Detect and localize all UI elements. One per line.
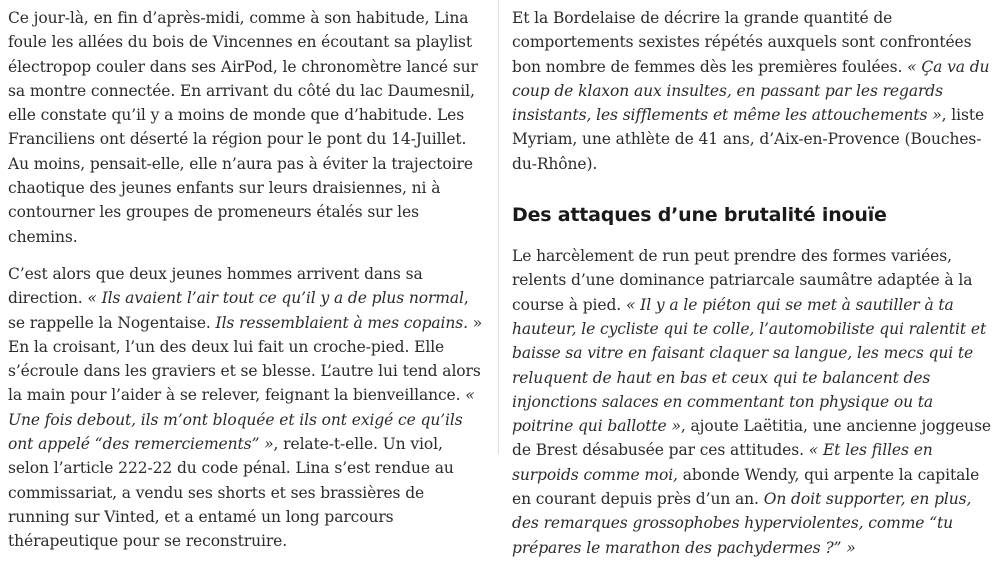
paragraph-text: , se rappelle la Nogentaise. — [8, 289, 469, 332]
paragraph-text: » En la croisant, l’un des deux lui fait un croche-pied. Elle s’écroule dans les graviers et se blesse. L’autre lui tend alors la main pour l’aider à se relever, feignant la bienveillance. — [8, 313, 483, 405]
paragraph-text: abonde Wendy, qui arpente la capitale en courant depuis près d’un an. — [512, 465, 980, 509]
quote: « Ils avaient l’air tout ce qu’il y a de plus normal — [87, 289, 464, 308]
article-paragraph — [512, 244, 992, 560]
paragraph-text: , relate-t-elle. Un viol, selon l’article 222-22 du code pénal. Lina s’est rendue au commissariat, a vendu ses shorts et ses brassières de running sur Vinted, et a entamé un long parcours thérapeutique pour se reconstruire. — [8, 435, 454, 551]
paragraph-text: , ajoute Laëtitia, une ancienne joggeuse de Brest désabusée par ces attitudes. — [512, 417, 991, 460]
quote: « Il y a le piéton qui se met à sautiller à ta hauteur, le cycliste qui te colle, l’automobiliste qui ralentit et baisse sa vitre en faisant claquer sa langue, les mecs qui te reluquent de haut en bas et ceux qui te balancent des injonctions salaces en commentant ton physique ou ta poitrine qui ballotte » — [512, 295, 987, 436]
quote: « Une fois debout, ils m’ont bloquée et ils ont exigé ce qu’ils ont appelé “des remerciements” » — [8, 386, 475, 454]
left-column — [8, 6, 486, 567]
paragraph-text: Ce jour-là, en fin d’après-midi, comme à son habitude, Lina foule les allées du bois de Vincennes en écoutant sa playlist électropop couler dans ses AirPod, le chronomètre lancé sur sa montre connectée. En arrivant du côté du lac Daumesnil, elle constate qu’il y a moins de monde que d’habitude. Les Franciliens ont déserté la région pour le pont du 14-Juillet. Au moins, pensait-elle, elle n’aura pas à éviter la trajectoire chaotique des jeunes enfants sur leurs draisiennes, ni à contourner les groupes de promeneurs étalés sur les chemins. — [8, 9, 478, 246]
quote: On doit supporter, en plus, des remarques grossophobes hyperviolentes, comme “tu prépares le marathon des pachydermes ?” » — [512, 490, 972, 557]
right-column — [512, 6, 992, 573]
article-paragraph — [8, 262, 486, 554]
article-paragraph — [512, 6, 992, 176]
quote: « Ça va du coup de klaxon aux insultes, en passant par les regards insistants, les sifflements et même les attouchements » — [512, 57, 990, 125]
paragraph-text: Et la Bordelaise de décrire la grande quantité de comportements sexistes répétés auxquels sont confrontées bon nombre de femmes dès les premières foulées. — [512, 9, 972, 76]
quote: « Et les filles en surpoids comme moi, — [512, 441, 933, 484]
paragraph-text: Le harcèlement de run peut prendre des formes variées, relents d’une dominance patriarcale saumâtre adaptée à la course à pied. — [512, 247, 973, 314]
quote: Ils ressemblaient à mes copains. — [215, 313, 468, 332]
column-divider — [498, 0, 499, 454]
paragraph-text: , liste Myriam, une athlète de 41 ans, d’Aix-en-Provence (Bouches-du-Rhône). — [512, 106, 985, 173]
paragraph-text: C’est alors que deux jeunes hommes arrivent dans sa direction. — [8, 264, 423, 308]
article-paragraph — [8, 6, 486, 249]
section-heading: Des attaques d’une brutalité inouïe — [512, 204, 887, 227]
